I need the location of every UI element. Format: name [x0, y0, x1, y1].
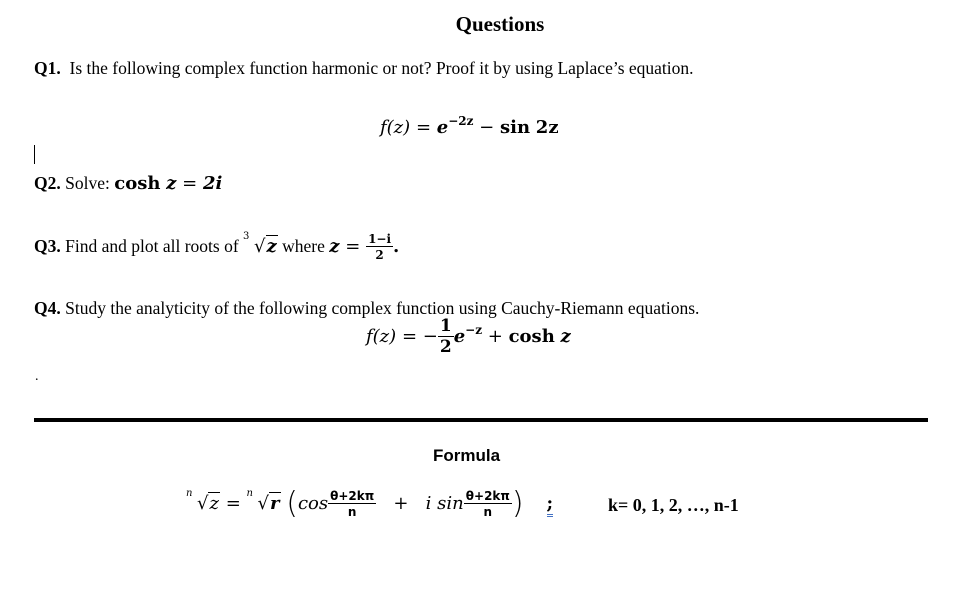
- formula-open-paren: (: [286, 486, 298, 521]
- q2-eq-cosh: cosh: [114, 173, 161, 194]
- divider: [34, 418, 928, 422]
- formula-plus: +: [393, 493, 409, 514]
- q4-eq-base: e: [453, 326, 466, 347]
- question-4-equation: [366, 318, 571, 356]
- q2-eq-rhs: 2i: [202, 173, 223, 194]
- q4-eq-plus: +: [487, 326, 503, 347]
- formula-heading: Formula: [433, 446, 501, 465]
- radical-icon: √: [197, 493, 209, 514]
- formula-frac2-num: θ+2kπ: [465, 489, 510, 503]
- question-2-text: Solve:: [65, 173, 110, 193]
- formula-cos: cos: [297, 493, 329, 514]
- q4-fraction: [438, 318, 454, 356]
- formula-equals: =: [225, 493, 241, 514]
- q1-eq-equals: =: [415, 117, 432, 138]
- question-1-number: Q1.: [34, 58, 61, 78]
- question-3-number: Q3.: [34, 236, 61, 256]
- question-1-equation: [380, 114, 559, 138]
- q3-frac-den: 2: [375, 248, 384, 262]
- question-2: [34, 173, 222, 194]
- q3-cube-root: [243, 231, 278, 257]
- question-1-text: Is the following complex function harmonic or not? Proof it by using Laplace’s equation.: [69, 58, 694, 78]
- roots-formula: [186, 486, 553, 521]
- formula-rhs-index: n: [246, 488, 253, 499]
- q1-eq-lhs: f(z): [380, 117, 411, 138]
- q4-eq-cosh: cosh: [508, 326, 555, 347]
- q3-root-index: 3: [243, 231, 250, 242]
- formula-k-range: k= 0, 1, 2, …, n-1: [608, 495, 739, 515]
- q3-where: where: [282, 236, 325, 256]
- question-4-text: Study the analyticity of the following complex function using Cauchy-Riemann equations.: [65, 298, 700, 318]
- q3-end: .: [393, 236, 400, 257]
- q3-fraction: [366, 233, 393, 261]
- q3-root-var: z: [266, 236, 277, 257]
- radical-icon: √: [254, 236, 266, 257]
- question-4-number: Q4.: [34, 298, 61, 318]
- q1-eq-base: e: [436, 117, 449, 138]
- formula-frac1-num: θ+2kπ: [330, 489, 375, 503]
- formula-frac2-den: n: [483, 505, 493, 519]
- question-3: [34, 233, 399, 261]
- q1-eq-arg: 2z: [535, 117, 559, 138]
- formula-rhs-var: r: [270, 493, 280, 514]
- q2-eq-equals: =: [182, 173, 198, 194]
- q4-eq-lhs: f(z): [366, 326, 397, 347]
- q4-eq-neg: −: [422, 326, 438, 347]
- formula-frac-2: [464, 490, 512, 518]
- text-cursor: [34, 145, 35, 164]
- formula-lhs-root: [186, 488, 220, 514]
- q4-frac-num: 1: [439, 316, 452, 336]
- question-2-number: Q2.: [34, 173, 61, 193]
- q3-frac-num: 1−i: [368, 232, 392, 246]
- q1-eq-sin: sin: [500, 117, 531, 138]
- formula-frac1-den: n: [347, 505, 357, 519]
- formula-sin: sin: [437, 493, 464, 514]
- formula-frac-1: [328, 490, 376, 518]
- q4-eq-exponent: −z: [465, 323, 483, 337]
- q4-eq-equals: =: [401, 326, 418, 347]
- formula-close-paren: ): [511, 486, 524, 521]
- q1-eq-exponent: −2z: [448, 114, 474, 128]
- q4-eq-z: z: [560, 326, 571, 347]
- formula-lhs-index: n: [186, 488, 193, 499]
- question-3-text: Find and plot all roots of: [65, 236, 239, 256]
- stray-dot: .: [35, 369, 39, 384]
- formula-lhs-var: z: [209, 493, 219, 514]
- q3-equals: =: [345, 236, 361, 257]
- q1-eq-minus: −: [479, 117, 495, 138]
- question-4: [34, 298, 699, 319]
- formula-separator: ;: [547, 493, 554, 517]
- q4-frac-den: 2: [439, 337, 452, 357]
- radical-icon: √: [257, 493, 270, 514]
- q3-var: z: [329, 236, 340, 257]
- formula-i: i: [425, 493, 432, 514]
- q2-eq-z: z: [166, 173, 177, 194]
- page-title: Questions: [455, 12, 545, 36]
- formula-rhs-root: [246, 488, 281, 514]
- question-1: [34, 58, 694, 79]
